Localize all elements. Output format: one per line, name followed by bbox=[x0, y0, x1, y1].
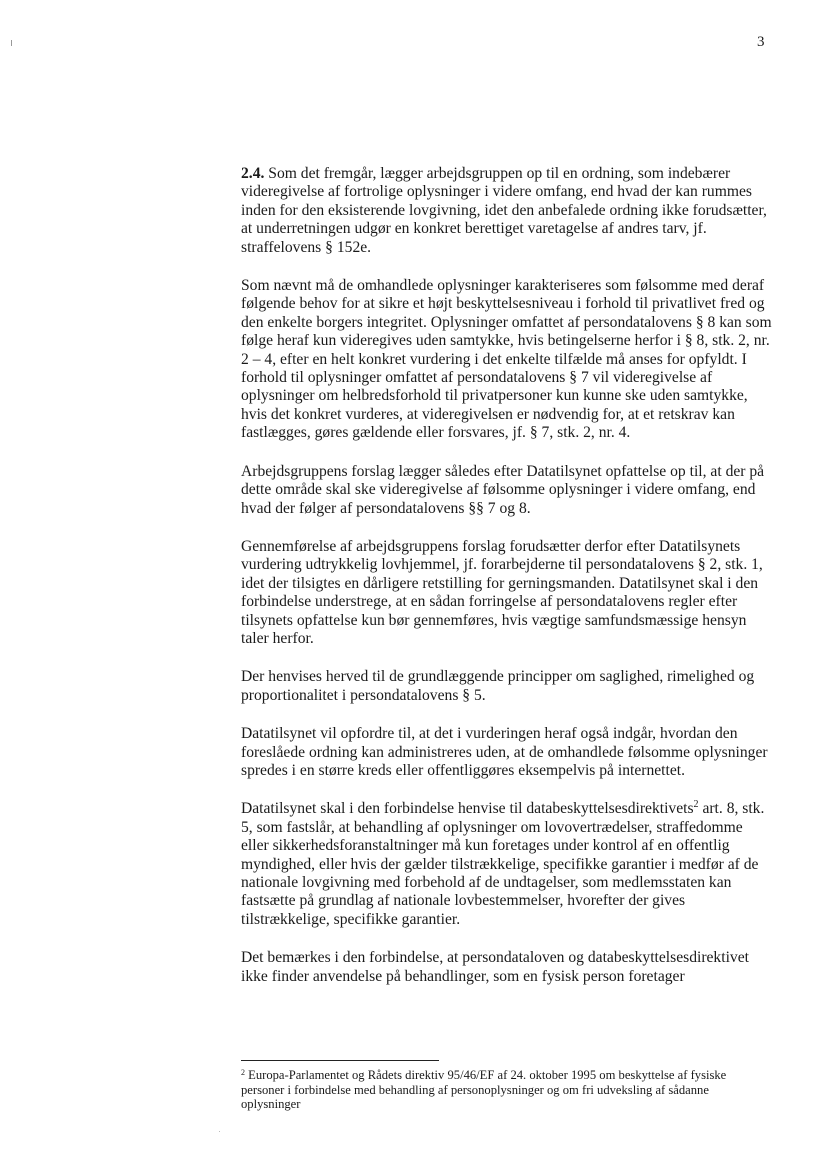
paragraph-text: Datatilsynet skal i den forbindelse henvise til databeskyttelsesdirektivets bbox=[241, 800, 694, 818]
scan-speck bbox=[219, 1131, 220, 1132]
footnote-divider bbox=[241, 1060, 439, 1061]
footnote-text: Europa-Parlamentet og Rådets direktiv 95/46/EF af 24. oktober 1995 om beskyttelse af fysiske personer i forbindelse med behandling af personoplysninger og om fri udveksling af sådanne oplysninger bbox=[241, 1068, 727, 1112]
page-number: 3 bbox=[757, 34, 765, 50]
margin-mark bbox=[11, 40, 12, 46]
paragraph-text: Som det fremgår, lægger arbejdsgruppen op til en ordning, som indebærer videregivelse af fortrolige oplysninger i videre omfang, end hvad der kan rummes inden for den eksisterende lovgivning, idet den anbefalede ordning ikke forudsætter, at underretningen udgør en konkret berettiget varetagelse af andres tarv, jf. straffelovens § 152e. bbox=[241, 165, 767, 256]
paragraph: Arbejdsgruppens forslag lægger således efter Datatilsynet opfattelse op til, at der på dette område skal ske videregivelse af følsomme oplysninger i videre omfang, end hvad der følger af persondatalovens §§ 7 og 8. bbox=[241, 462, 765, 517]
paragraph-with-footnote-ref bbox=[241, 800, 773, 929]
paragraph: Datatilsynet vil opfordre til, at det i vurderingen heraf også indgår, hvordan den foreslåede ordning kan administreres uden, at de omhandlede følsomme oplysninger spredes i en større kreds eller offentliggøres eksempelvis på internettet. bbox=[241, 725, 768, 779]
section-number: 2.4. bbox=[241, 165, 265, 182]
paragraph: Gennemførelse af arbejdsgruppens forslag forudsætter derfor efter Datatilsynets vurdering udtrykkelig lovhjemmel, jf. forarbejderne til persondatalovens § 2, stk. 1, idet der tilsigtes en dårligere retstilling for gerningsmanden. Datatilsynet skal i den forbindelse understrege, at en sådan forringelse af persondatalovens regler efter tilsynets opfattelse kun bør gennemføres, hvis vægtige samfundsmæssige hensyn taler herfor. bbox=[241, 537, 763, 647]
paragraph: Som nævnt må de omhandlede oplysninger karakteriseres som følsomme med deraf følgende behov for at sikre et højt beskyttelsesniveau i forhold til privatlivet fred og den enkelte borgers integritet. Oplysninger omfattet af persondatalovens § 8 kan som følge heraf kun videregives uden samtykke, hvis betingelserne herfor i § 8, stk. 2, nr. 2 – 4, efter en helt konkret vurdering i det enkelte tilfælde må anses for opfyldt. I forhold til oplysninger omfattet af persondatalovens § 7 vil videregivelse af oplysninger om helbredsforhold til privatpersoner kun kunne ske uden samtykke, hvis det konkret vurderes, at videregivelsen er nødvendig for, at et retskrav kan fastlægges, gøres gældende eller forsvares, jf. § 7, stk. 2, nr. 4. bbox=[241, 277, 772, 442]
paragraph: Det bemærkes i den forbindelse, at persondataloven og databeskyttelsesdirektivet ikke finder anvendelse på behandlinger, som en fysisk person foretager bbox=[241, 949, 749, 985]
paragraph: Der henvises herved til de grundlæggende principper om saglighed, rimelighed og proportionalitet i persondatalovens § 5. bbox=[241, 668, 755, 704]
paragraph-text: art. 8, stk. 5, som fastslår, at behandling af oplysninger om lovovertrædelser, straffedomme eller sikkerhedsforanstaltninger må kun foretages under kontrol af en offentlig myndighed, eller hvis der gælder tilstrækkelige, specifikke garantier i medfør af de nationale lovgivning med forbehold af de undtagelser, som medlemsstaten kan fastsætte på grundlag af nationale lovbestemmelser, hvorefter der gives tilstrækkelige, specifikke garantier. bbox=[241, 800, 765, 928]
body-text bbox=[241, 165, 773, 986]
footnote bbox=[241, 1068, 761, 1112]
footnote-marker: 2 bbox=[241, 1068, 245, 1077]
footnote-reference: 2 bbox=[693, 799, 699, 811]
paragraph-2-4 bbox=[241, 165, 773, 257]
